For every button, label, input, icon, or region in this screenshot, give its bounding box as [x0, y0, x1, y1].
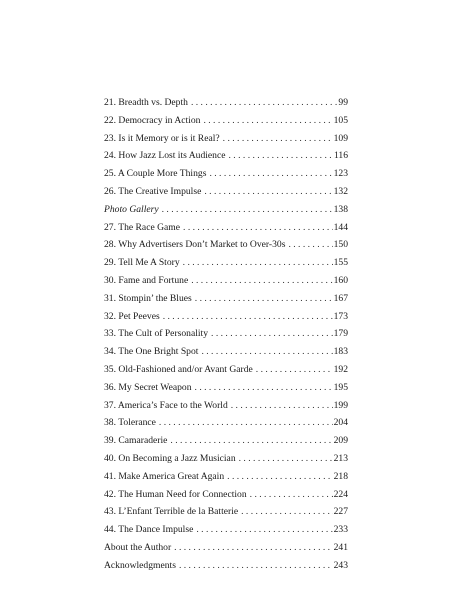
toc-entry [104, 236, 348, 254]
toc-entry-page-number: 173 [333, 310, 348, 322]
dot-leader [170, 432, 332, 450]
toc-entry-title: 43. L’Enfant Terrible de la Batterie [104, 506, 239, 518]
dot-leader [288, 236, 332, 254]
toc-entry-title: 44. The Dance Impulse [104, 524, 194, 536]
toc-entry-page-number: 213 [333, 452, 348, 464]
toc-entry [104, 219, 348, 237]
dot-leader [204, 183, 332, 201]
toc-entry-page-number: 132 [333, 185, 348, 197]
toc-entry [104, 325, 348, 343]
toc-entry-page-number: 123 [333, 168, 348, 180]
dot-leader [201, 343, 332, 361]
toc-entry-page-number: 155 [333, 257, 348, 269]
toc-entry-page-number: 109 [333, 132, 348, 144]
toc-entry [104, 414, 348, 432]
toc-entry-page-number: 99 [338, 97, 348, 108]
toc-entry-title: 40. On Becoming a Jazz Musician [104, 452, 236, 464]
toc-entry [104, 112, 348, 130]
dot-leader [162, 201, 333, 219]
toc-entry-title: 38. Tolerance [104, 417, 156, 429]
dot-leader [183, 254, 333, 272]
toc-entry [104, 521, 348, 539]
toc-entry-page-number: 116 [333, 150, 348, 162]
toc-entry [104, 361, 348, 379]
dot-leader [174, 539, 332, 557]
toc-entry-title: About the Author [104, 541, 172, 553]
dot-leader [250, 486, 333, 504]
dot-leader [191, 94, 337, 112]
toc-entry [104, 343, 348, 361]
toc-entry-title: 31. Stompin’ the Blues [104, 292, 192, 304]
dot-leader [209, 165, 332, 183]
toc-entry-page-number: 183 [333, 346, 348, 358]
toc-entry [104, 503, 348, 521]
toc-entry-title: 33. The Cult of Personality [104, 328, 209, 340]
toc-entry-page-number: 160 [333, 274, 348, 286]
dot-leader [203, 112, 332, 130]
toc-entry [104, 254, 348, 272]
toc-entry-title: 42. The Human Need for Connection [104, 488, 247, 500]
toc-entry-title: 37. America’s Face to the World [104, 399, 228, 411]
toc-entry-page-number: 179 [333, 328, 348, 340]
toc-entry-title: 30. Fame and Fortune [104, 274, 189, 286]
dot-leader [183, 219, 333, 237]
toc-entry-title: 39. Camaraderie [104, 435, 168, 447]
toc-entry-title: 29. Tell Me A Story [104, 257, 180, 269]
toc-entry [104, 557, 348, 575]
toc-entry-title: 28. Why Advertisers Don’t Market to Over-30s [104, 239, 286, 251]
toc-entry-page-number: 233 [333, 524, 348, 536]
toc-entry-title: Photo Gallery [104, 203, 159, 215]
table-of-contents [104, 94, 348, 575]
dot-leader [159, 414, 333, 432]
dot-leader [191, 272, 332, 290]
toc-entry-title: 22. Democracy in Action [104, 114, 201, 126]
toc-entry-title: 35. Old-Fashioned and/or Avant Garde [104, 363, 253, 375]
toc-entry-page-number: 167 [333, 292, 348, 304]
toc-entry [104, 432, 348, 450]
toc-entry [104, 397, 348, 415]
toc-entry [104, 94, 348, 112]
toc-entry-title: 41. Make America Great Again [104, 470, 225, 482]
toc-entry-page-number: 204 [333, 417, 348, 429]
toc-entry-page-number: 243 [333, 559, 348, 571]
toc-entry-page-number: 218 [333, 470, 348, 482]
toc-entry-page-number: 138 [333, 203, 348, 215]
dot-leader [195, 290, 333, 308]
dot-leader [231, 397, 333, 415]
dot-leader [195, 379, 333, 397]
dot-leader [241, 503, 332, 521]
toc-entry-page-number: 209 [333, 435, 348, 447]
toc-entry-title: 23. Is it Memory or is it Real? [104, 132, 220, 144]
toc-entry-title: 21. Breadth vs. Depth [104, 97, 188, 108]
toc-entry [104, 201, 348, 219]
toc-entry [104, 308, 348, 326]
toc-entry-title: 27. The Race Game [104, 221, 181, 233]
toc-entry-page-number: 105 [333, 114, 348, 126]
toc-entry [104, 183, 348, 201]
toc-entry [104, 165, 348, 183]
dot-leader [179, 557, 333, 575]
dot-leader [223, 130, 333, 148]
dot-leader [256, 361, 333, 379]
toc-entry [104, 539, 348, 557]
toc-entry [104, 450, 348, 468]
dot-leader [211, 325, 333, 343]
toc-entry [104, 130, 348, 148]
toc-entry [104, 468, 348, 486]
toc-entry-page-number: 241 [333, 541, 348, 553]
dot-leader [227, 468, 332, 486]
toc-entry [104, 272, 348, 290]
toc-entry-page-number: 224 [333, 488, 348, 500]
toc-entry [104, 147, 348, 165]
toc-entry-title: Acknowledgments [104, 559, 176, 571]
dot-leader [163, 308, 333, 326]
toc-entry-title: 25. A Couple More Things [104, 168, 207, 180]
toc-entry-page-number: 150 [333, 239, 348, 251]
dot-leader [239, 450, 333, 468]
toc-entry-title: 24. How Jazz Lost its Audience [104, 150, 226, 162]
dot-leader [229, 147, 333, 165]
toc-entry-title: 26. The Creative Impulse [104, 185, 202, 197]
toc-entry-page-number: 227 [333, 506, 348, 518]
toc-entry [104, 290, 348, 308]
toc-entry-page-number: 195 [333, 381, 348, 393]
toc-entry-page-number: 199 [333, 399, 348, 411]
toc-entry-page-number: 192 [333, 363, 348, 375]
toc-entry [104, 379, 348, 397]
toc-entry-page-number: 144 [333, 221, 348, 233]
toc-entry-title: 36. My Secret Weapon [104, 381, 192, 393]
dot-leader [196, 521, 332, 539]
toc-entry [104, 486, 348, 504]
toc-entry-title: 34. The One Bright Spot [104, 346, 199, 358]
toc-entry-title: 32. Pet Peeves [104, 310, 160, 322]
